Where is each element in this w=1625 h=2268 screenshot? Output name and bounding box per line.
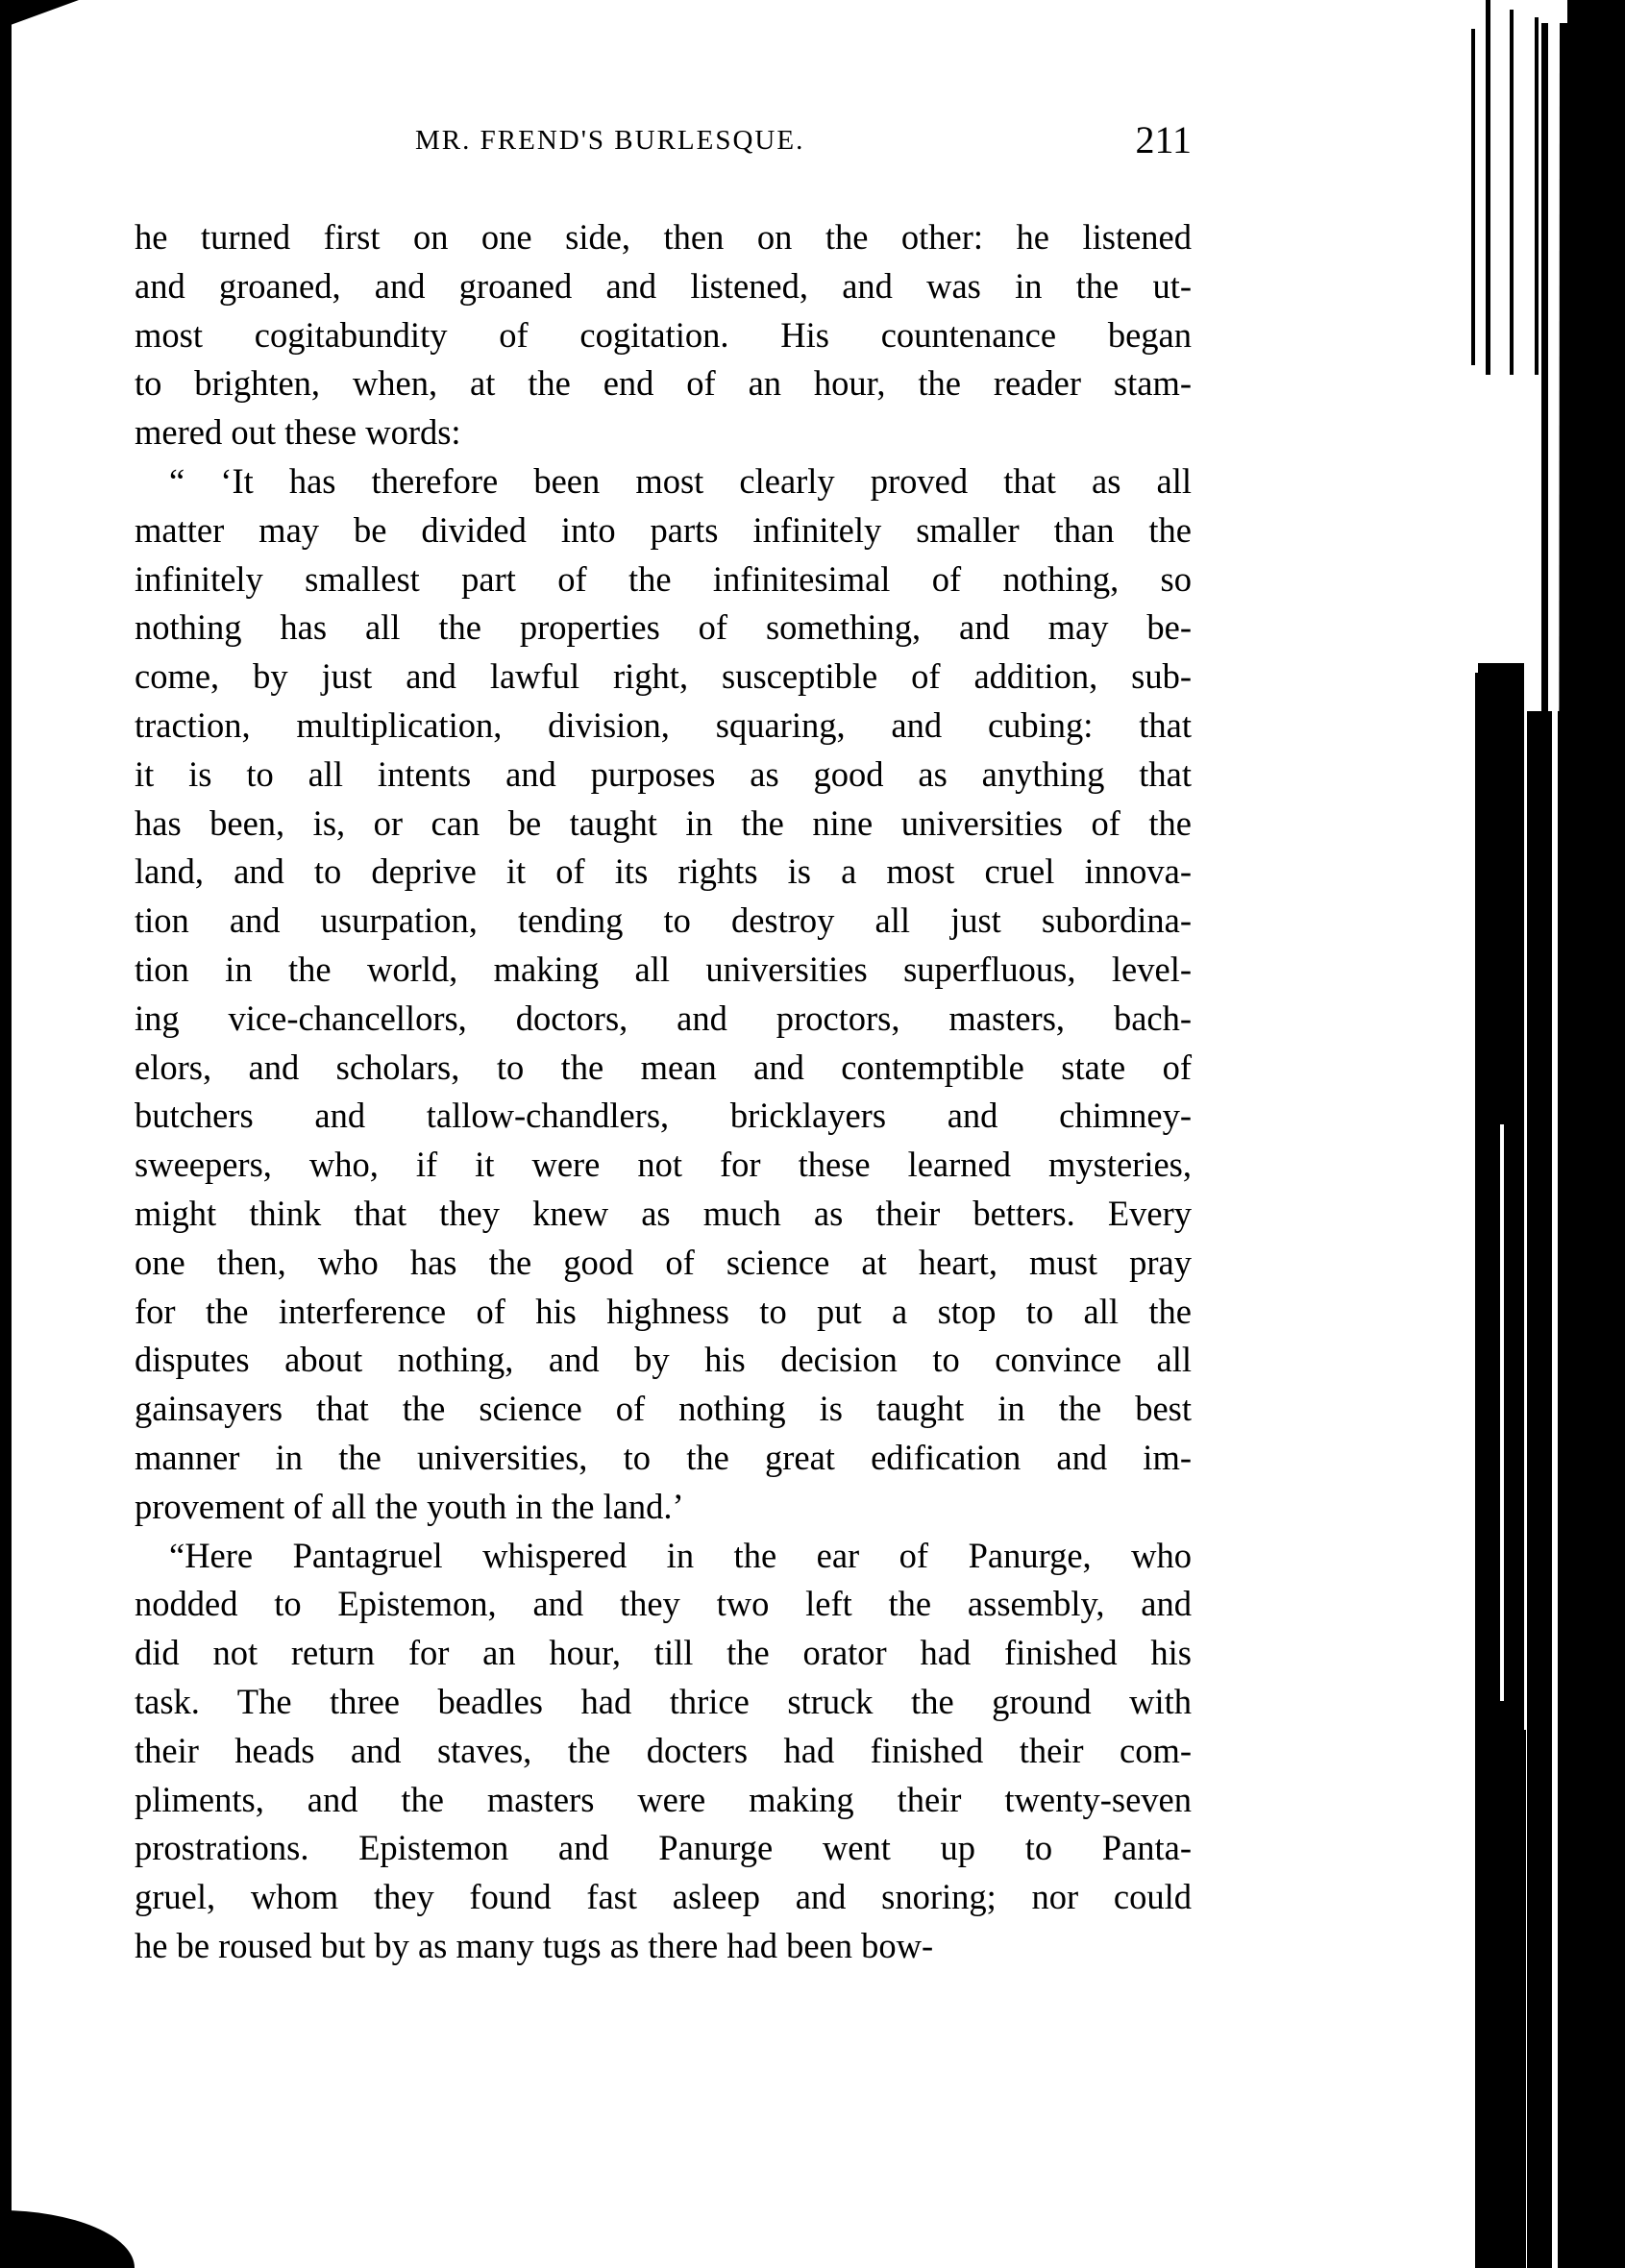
text-line: ing vice-chancellors, doctors, and proctors, masters, bach- (135, 998, 1192, 1038)
text-line: traction, multiplication, division, squaring, and cubing: that (135, 704, 1192, 745)
text-line: pliments, and the masters were making their twenty-seven (135, 1779, 1192, 1819)
text-line: their heads and staves, the docters had finished their com- (135, 1730, 1192, 1770)
text-line: for the interference of his highness to put a stop to all the (135, 1291, 1192, 1331)
text-line: “Here Pantagruel whispered in the ear of Panurge, who (169, 1535, 1192, 1575)
text-line: nodded to Epistemon, and they two left the assembly, and (135, 1584, 1192, 1624)
text-line: might think that they knew as much as their betters. Every (135, 1193, 1192, 1233)
text-line: he turned first on one side, then on the other: he listened (135, 217, 1192, 257)
text-line: prostrations. Epistemon and Panurge went up to Panta- (135, 1828, 1192, 1868)
text-line: it is to all intents and purposes as good as anything that (135, 753, 1192, 794)
text-line: nothing has all the properties of something, and may be- (135, 607, 1192, 648)
text-line: butchers and tallow-chandlers, bricklayers and chimney- (135, 1096, 1192, 1136)
text-line: manner in the universities, to the great edification and im- (135, 1437, 1192, 1477)
text-line: one then, who has the good of science at heart, must pray (135, 1242, 1192, 1282)
text-line: gainsayers that the science of nothing is taught in the best (135, 1389, 1192, 1429)
text-line: “ ‘It has therefore been most clearly proved that as all (169, 460, 1192, 501)
text-line: and groaned, and groaned and listened, and was in the ut- (135, 265, 1192, 306)
text-line: mered out these words: (135, 412, 461, 453)
text-line: elors, and scholars, to the mean and contemptible state of (135, 1047, 1192, 1087)
text-line: come, by just and lawful right, susceptible of addition, sub- (135, 656, 1192, 697)
paragraph (135, 213, 1192, 457)
text-line: he be roused but by as many tugs as there had been bow- (135, 1925, 934, 1965)
text-line: land, and to deprive it of its rights is a most cruel innova- (135, 851, 1192, 892)
paragraph (135, 1532, 1192, 1971)
text-line: did not return for an hour, till the orator had finished his (135, 1633, 1192, 1673)
text-line: to brighten, when, at the end of an hour, the reader stam- (135, 363, 1192, 404)
text-line: matter may be divided into parts infinitely smaller than the (135, 509, 1192, 550)
text-line: tion and usurpation, tending to destroy all just subordina- (135, 900, 1192, 941)
text-line: task. The three beadles had thrice struck the ground with (135, 1681, 1192, 1721)
text-line: has been, is, or can be taught in the nine universities of the (135, 802, 1192, 843)
paragraph (135, 457, 1192, 1532)
text-line: disputes about nothing, and by his decision to convince all (135, 1340, 1192, 1380)
page-header (135, 117, 1192, 175)
text-line: provement of all the youth in the land.’ (135, 1486, 684, 1526)
text-line: gruel, whom they found fast asleep and snoring; nor could (135, 1877, 1192, 1917)
text-line: infinitely smallest part of the infinitesimal of nothing, so (135, 558, 1192, 599)
scan-top-left-corner (0, 0, 79, 29)
text-line: sweepers, who, if it were not for these learned mysteries, (135, 1145, 1192, 1185)
book-page-edges (1433, 0, 1625, 2268)
scan-left-edge (0, 0, 12, 2268)
body-text (135, 213, 1192, 1971)
scan-bottom-left-corner (0, 2210, 135, 2268)
running-head: MR. FREND'S BURLESQUE. (415, 125, 805, 156)
text-line: tion in the world, making all universities superfluous, level- (135, 949, 1192, 989)
page-number: 211 (1135, 118, 1192, 161)
text-line: most cogitabundity of cogitation. His countenance began (135, 314, 1192, 355)
